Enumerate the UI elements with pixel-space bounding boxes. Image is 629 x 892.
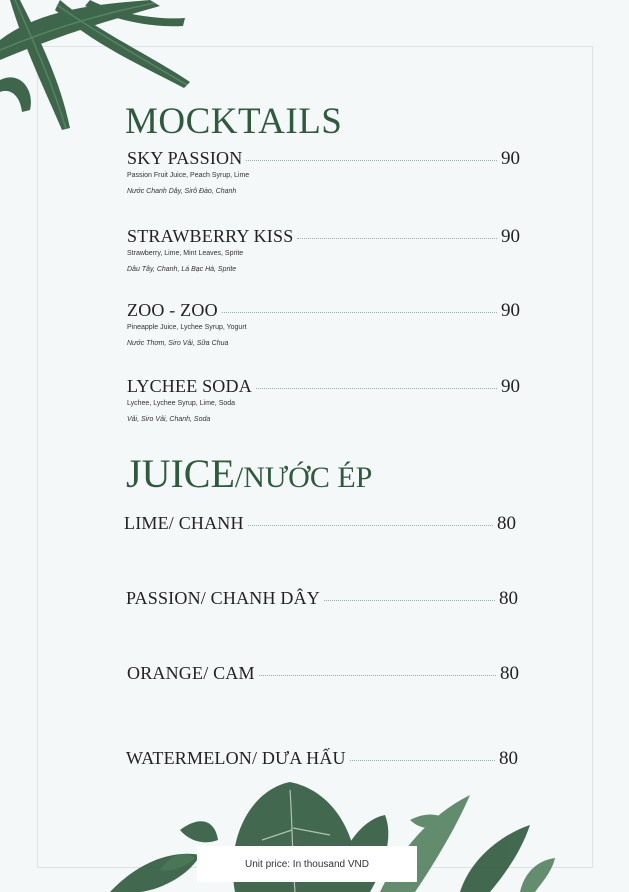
- item-price: 90: [501, 148, 520, 169]
- item-ingredients-vn: Vải, Siro Vải, Chanh, Soda: [127, 416, 211, 423]
- item-price: 80: [499, 588, 518, 609]
- juice-section-title: [126, 450, 372, 497]
- item-ingredients: Strawberry, Lime, Mint Leaves, Sprite: [127, 250, 244, 257]
- menu-item-zoo-zoo: [127, 300, 520, 347]
- item-price: 80: [500, 663, 519, 684]
- dotted-leader: [246, 160, 497, 161]
- juice-title-main: JUICE: [126, 451, 235, 496]
- item-ingredients: Passion Fruit Juice, Peach Syrup, Lime: [127, 172, 250, 179]
- item-ingredients: Pineapple Juice, Lychee Syrup, Yogurt: [127, 324, 247, 331]
- item-name: LYCHEE SODA: [127, 376, 252, 396]
- dotted-leader: [324, 600, 495, 601]
- menu-item-strawberry-kiss: [127, 226, 520, 273]
- dotted-leader: [248, 525, 493, 526]
- dotted-leader: [256, 388, 497, 389]
- juice-item-orange: [127, 663, 519, 685]
- juice-title-subtitle: /NƯỚC ÉP: [234, 461, 373, 494]
- item-ingredients-vn: Nước Thơm, Siro Vải, Sữa Chua: [127, 340, 229, 347]
- item-price: 90: [501, 376, 520, 397]
- item-ingredients-vn: Nước Chanh Dây, Sirô Đào, Chanh: [127, 188, 237, 195]
- item-price: 80: [499, 748, 518, 769]
- item-ingredients-vn: Dâu Tây, Chanh, Lá Bạc Hà, Sprite: [127, 266, 237, 273]
- item-price: 90: [501, 226, 520, 247]
- item-name: WATERMELON/ DƯA HẤU: [126, 748, 346, 768]
- item-price: 80: [497, 513, 516, 534]
- item-price: 90: [501, 300, 520, 321]
- dotted-leader: [259, 675, 496, 676]
- juice-item-watermelon: [126, 748, 518, 770]
- dotted-leader: [350, 760, 495, 761]
- unit-price-note: Unit price: In thousand VND: [197, 846, 417, 882]
- mocktails-section-title: MOCKTAILS: [125, 101, 343, 142]
- item-name: LIME/ CHANH: [124, 513, 244, 533]
- juice-item-passion: [126, 588, 518, 610]
- menu-item-sky-passion: [127, 148, 520, 195]
- dotted-leader: [297, 238, 497, 239]
- item-name: PASSION/ CHANH DÂY: [126, 588, 320, 608]
- item-name: ZOO - ZOO: [127, 300, 218, 320]
- item-name: SKY PASSION: [127, 148, 243, 168]
- dotted-leader: [222, 312, 497, 313]
- item-name: ORANGE/ CAM: [127, 663, 255, 683]
- item-ingredients: Lychee, Lychee Syrup, Lime, Soda: [127, 400, 236, 407]
- menu-item-lychee-soda: [127, 376, 520, 423]
- juice-item-lime: [124, 513, 516, 535]
- item-name: STRAWBERRY KISS: [127, 226, 294, 246]
